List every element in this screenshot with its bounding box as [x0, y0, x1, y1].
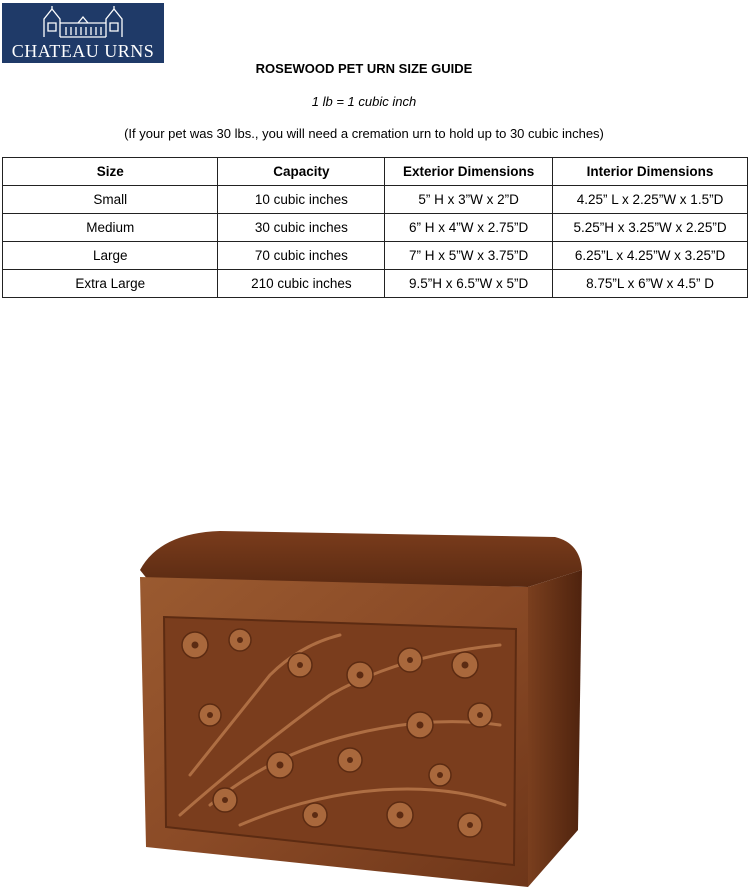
cell-size: Medium: [3, 214, 218, 242]
table-row: [3, 186, 748, 214]
header-size: Size: [3, 158, 218, 186]
cell-exterior: 9.5”H x 6.5”W x 5”D: [385, 270, 553, 298]
size-guide-table: [2, 157, 748, 298]
brand-name: CHATEAU URNS: [11, 41, 155, 61]
cell-interior: 8.75”L x 6”W x 4.5” D: [553, 270, 748, 298]
size-note: (If your pet was 30 lbs., you will need a cremation urn to hold up to 30 cubic inches): [124, 126, 604, 141]
cell-interior: 5.25”H x 3.25”W x 2.25”D: [553, 214, 748, 242]
conversion-rule: 1 lb = 1 cubic inch: [311, 94, 417, 109]
table-header-row: [3, 158, 748, 186]
header-exterior-dimensions: Exterior Dimensions: [385, 158, 553, 186]
header-capacity: Capacity: [218, 158, 385, 186]
cell-capacity: 30 cubic inches: [218, 214, 385, 242]
table-row: [3, 214, 748, 242]
cell-interior: 4.25” L x 2.25”W x 1.5”D: [553, 186, 748, 214]
table-row: [3, 242, 748, 270]
table-row: [3, 270, 748, 298]
cell-capacity: 210 cubic inches: [218, 270, 385, 298]
cell-size: Extra Large: [3, 270, 218, 298]
cell-size: Small: [3, 186, 218, 214]
page-title: ROSEWOOD PET URN SIZE GUIDE: [255, 61, 473, 76]
cell-exterior: 6” H x 4”W x 2.75”D: [385, 214, 553, 242]
cell-capacity: 70 cubic inches: [218, 242, 385, 270]
chateau-castle-icon: [38, 5, 128, 39]
rosewood-urn-image: [100, 525, 600, 895]
cell-size: Large: [3, 242, 218, 270]
header-interior-dimensions: Interior Dimensions: [553, 158, 748, 186]
chateau-urns-logo: [2, 3, 164, 63]
cell-exterior: 5” H x 3”W x 2”D: [385, 186, 553, 214]
cell-interior: 6.25”L x 4.25”W x 3.25”D: [553, 242, 748, 270]
cell-capacity: 10 cubic inches: [218, 186, 385, 214]
cell-exterior: 7” H x 5”W x 3.75”D: [385, 242, 553, 270]
